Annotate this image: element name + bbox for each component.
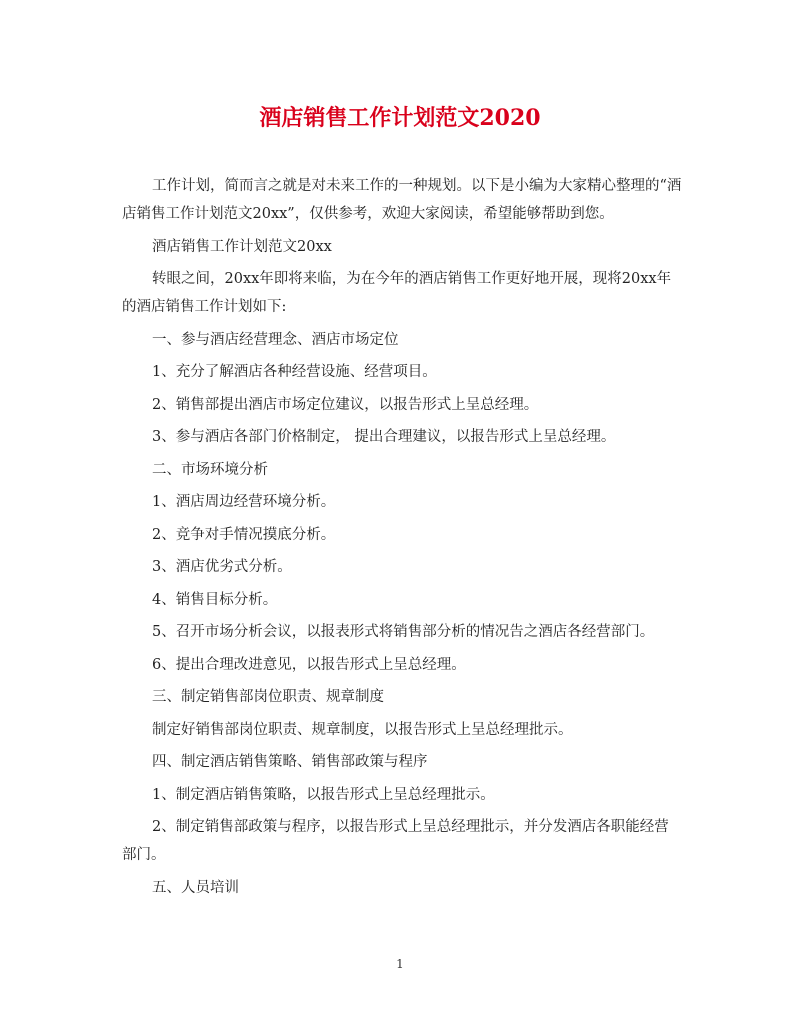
list-item: 3、酒店优劣式分析。: [152, 559, 292, 575]
section-heading-5: 五、人员培训: [152, 879, 239, 896]
list-item: 5、召开市场分析会议，以报表形式将销售部分析的情况告之酒店各经营部门。: [152, 624, 655, 640]
paragraph-subtitle: 酒店销售工作计划范文20xx: [152, 238, 332, 255]
list-item: 2、销售部提出酒店市场定位建议，以报告形式上呈总经理。: [152, 396, 539, 413]
section-heading-3: 三、制定销售部岗位职责、规章制度: [152, 689, 384, 705]
section-heading-2: 二、市场环境分析: [152, 461, 268, 478]
list-item: 2、制定销售部政策与程序，以报告形式上呈总经理批示，并分发酒店各职能经营部门。: [122, 819, 669, 863]
section-heading-1: 一、参与酒店经营理念、酒店市场定位: [152, 331, 399, 348]
paragraph-intro: 工作计划，简而言之就是对未来工作的一种规划。以下是小编为大家精心整理的“酒店销售工作计划范文20xx”，仅供参考，欢迎大家阅读，希望能够帮助到您。: [122, 178, 682, 222]
page-number: 1: [396, 957, 404, 971]
document-body: [122, 172, 682, 906]
list-item: 1、充分了解酒店各种经营设施、经营项目。: [152, 364, 437, 380]
paragraph-overview: 转眼之间，20xx年即将来临，为在今年的酒店销售工作更好地开展，现将20xx年的酒店销售工作计划如下:: [122, 271, 672, 315]
list-item: 2、竞争对手情况摸底分析。: [152, 526, 336, 543]
list-item: 1、制定酒店销售策略，以报告形式上呈总经理批示。: [152, 786, 495, 803]
list-item: 3、参与酒店各部门价格制定， 提出合理建议，以报告形式上呈总经理。: [152, 429, 616, 445]
list-item: 1、酒店周边经营环境分析。: [152, 494, 336, 510]
list-item: 6、提出合理改进意见，以报告形式上呈总经理。: [152, 656, 466, 673]
list-item: 4、销售目标分析。: [152, 591, 278, 608]
section-heading-4: 四、制定酒店销售策略、销售部政策与程序: [152, 754, 428, 770]
document-title: 酒店销售工作计划范文2020: [259, 105, 541, 131]
paragraph: 制定好销售部岗位职责、规章制度，以报告形式上呈总经理批示。: [152, 721, 573, 738]
